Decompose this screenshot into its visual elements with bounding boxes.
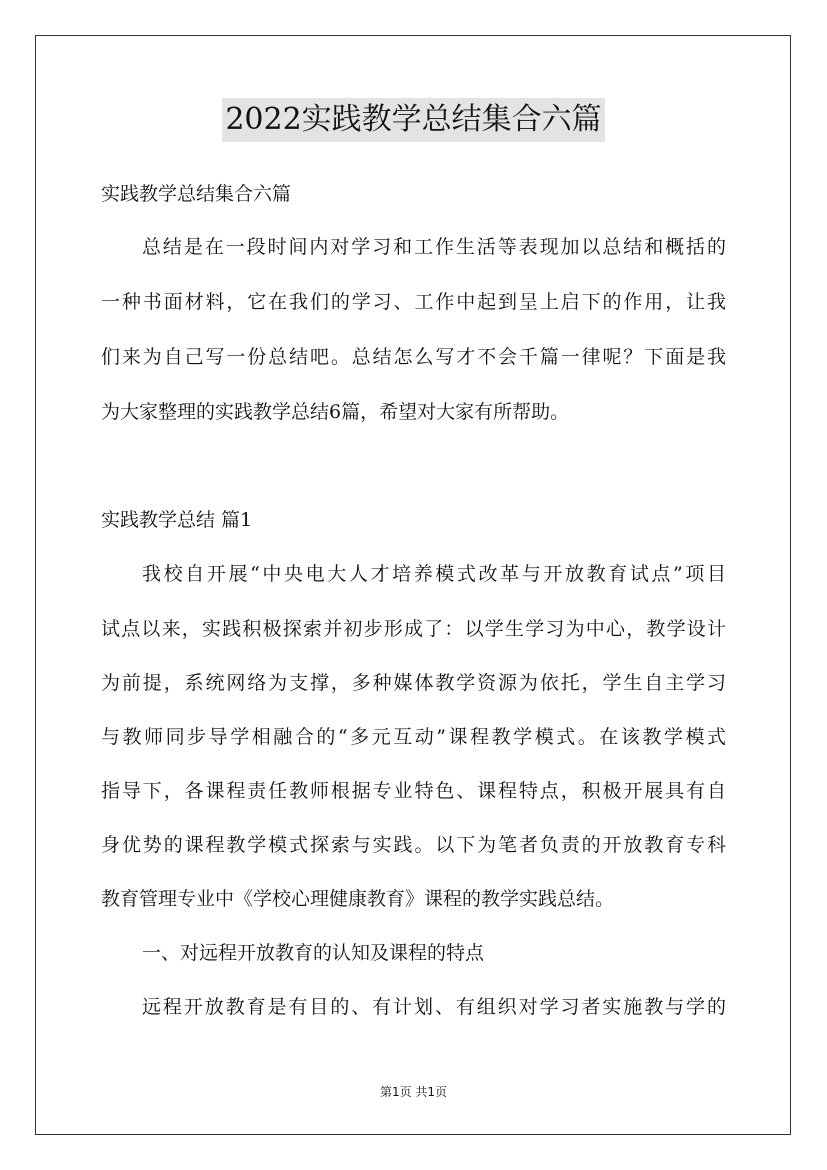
- intro-line-4: 为大家整理的实践教学总结6篇，希望对大家有所帮助。: [101, 401, 570, 423]
- body-line-6: 身优势的课程教学模式探索与实践。以下为笔者负责的开放教育专科: [101, 834, 726, 856]
- intro-line-3: 们来为自己写一份总结吧。总结怎么写才不会千篇一律呢？下面是我: [101, 346, 726, 368]
- body-line-last: 远程开放教育是有目的、有计划、有组织对学习者实施教与学的: [142, 996, 726, 1018]
- body-line-3: 为前提，系统网络为支撑，多种媒体教学资源为依托，学生自主学习: [101, 672, 726, 694]
- body-line-7: 教育管理专业中《学校心理健康教育》课程的教学实践总结。: [101, 888, 615, 910]
- body-line-1: 我校自开展“中央电大人才培养模式改革与开放教育试点”项目: [142, 563, 726, 585]
- body-line-5: 指导下，各课程责任教师根据专业特色、课程特点，积极开展具有自: [101, 780, 726, 802]
- section-heading: 实践教学总结 篇1: [101, 509, 253, 531]
- subheading: 一、对远程开放教育的认知及课程的特点: [142, 942, 485, 964]
- intro-line-1: 总结是在一段时间内对学习和工作生活等表现加以总结和概括的: [142, 236, 726, 258]
- body-line-2: 试点以来，实践积极探索并初步形成了：以学生学习为中心，教学设计: [101, 618, 726, 640]
- document-subtitle: 实践教学总结集合六篇: [101, 183, 292, 205]
- body-line-4: 与教师同步导学相融合的“多元互动”课程教学模式。在该教学模式: [101, 726, 726, 748]
- page-footer: 第1页 共1页: [379, 1085, 448, 1099]
- intro-line-2: 一种书面材料，它在我们的学习、工作中起到呈上启下的作用，让我: [101, 291, 726, 313]
- document-title: 2022实践教学总结集合六篇: [222, 98, 604, 142]
- title-wrapper: [0, 98, 827, 142]
